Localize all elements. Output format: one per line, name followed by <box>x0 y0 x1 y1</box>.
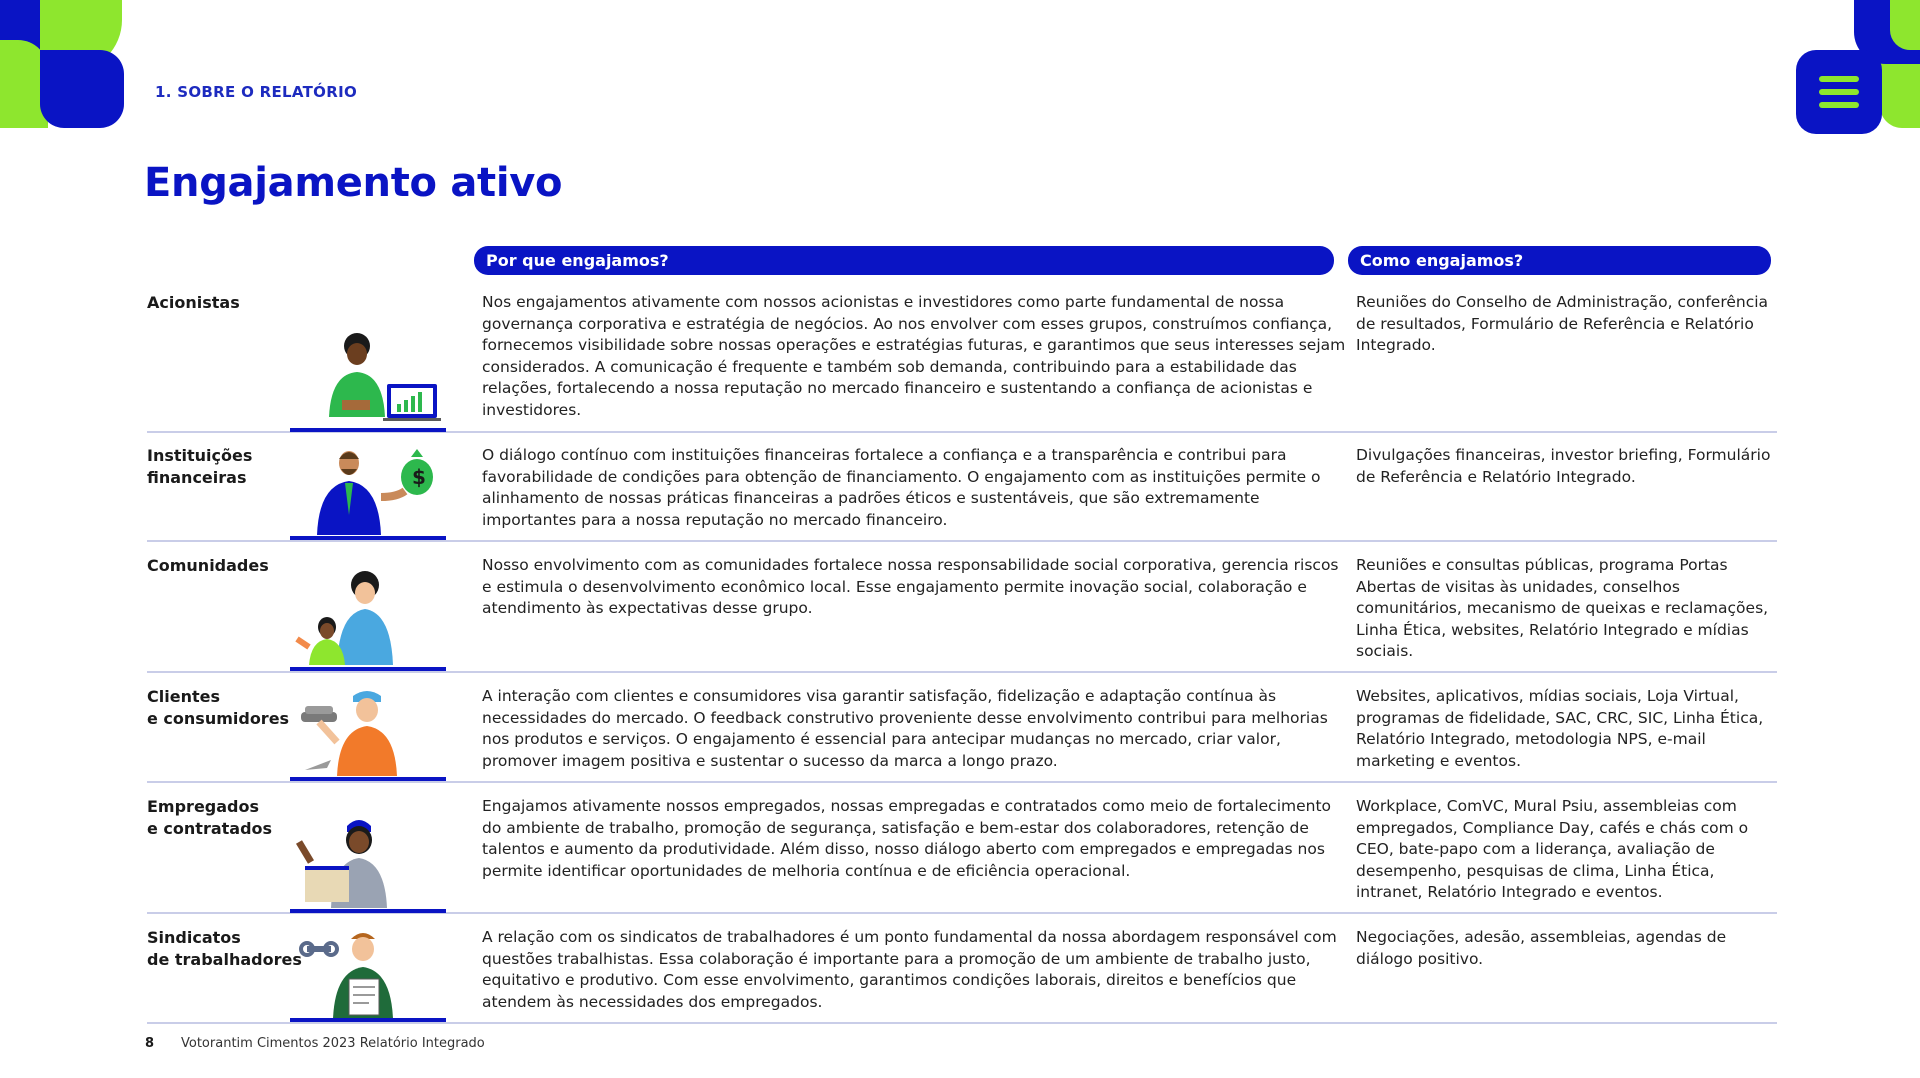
row-label: Comunidades <box>147 556 269 575</box>
section-label: 1. SOBRE O RELATÓRIO <box>155 83 358 101</box>
table-row <box>147 292 1777 433</box>
row-label: Empregados e contratados <box>147 797 273 838</box>
page-title: Engajamento ativo <box>144 160 563 206</box>
page-number: 8 <box>145 1036 155 1051</box>
hamburger-menu-icon[interactable] <box>1796 50 1882 134</box>
row-how-text: Negociações, adesão, assembleias, agendas de diálogo positivo. <box>1356 928 1727 968</box>
row-how-text: Reuniões do Conselho de Administração, conferência de resultados, Formulário de Referência e Relatório Integrado. <box>1356 293 1769 354</box>
table-row <box>147 445 1777 542</box>
row-why-text: A interação com clientes e consumidores visa garantir satisfação, fidelização e adaptação contínua às necessidades do mercado. O feedback construtivo proveniente desse envolvimento contribui para melhorias nos produtos e serviços. O engajamento é essencial para antecipar mudanças no mercado, criar valor, promover imagem positiva e sustentar o sucesso da marca a longo prazo. <box>482 687 1328 770</box>
row-how-text: Websites, aplicativos, mídias sociais, Loja Virtual, programas de fidelidade, SAC, CRC, SIC, Linha Ética, Relatório Integrado, metodologia NPS, e-mail marketing e eventos. <box>1356 687 1764 770</box>
row-why-text: Engajamos ativamente nossos empregados, nossas empregadas e contratados como meio de fortalecimento do ambiente de trabalho, promoção de segurança, satisfação e bem-estar dos colaboradores, retenção de talentos e aumento da produtividade. Além disso, nosso diálogo aberto com empregados e empregadas nos permite identificar oportunidades de melhoria contínua e de eficiência operacional. <box>482 797 1332 880</box>
illustration-base <box>290 777 446 781</box>
footer-text: Votorantim Cimentos 2023 Relatório Integrado <box>181 1036 485 1051</box>
community-illustration <box>287 569 447 669</box>
table-row <box>147 555 1777 673</box>
illustration-base <box>290 667 446 671</box>
row-why-text: Nosso envolvimento com as comunidades fortalece nossa responsabilidade social corporativa, gerencia riscos e estimula o desenvolvimento econômico local. Esse engajamento permite inovação social, colaboração e atendimento às expectativas desse grupo. <box>482 556 1339 617</box>
row-how-text: Workplace, ComVC, Mural Psiu, assembleias com empregados, Compliance Day, cafés e chás com o CEO, bate-papo com a liderança, avaliação de desempenho, pesquisas de clima, Linha Ética, intranet, Relatório Integrado e eventos. <box>1356 797 1749 901</box>
table-row <box>147 796 1777 914</box>
illustration-base <box>290 536 446 540</box>
table-row <box>147 927 1777 1024</box>
row-how-text: Reuniões e consultas públicas, programa Portas Abertas de visitas às unidades, conselhos comunitários, mecanismo de queixas e reclamações, Linha Ética, websites, Relatório Integrado e mídias sociais. <box>1356 556 1769 660</box>
row-why-text: O diálogo contínuo com instituições financeiras fortalece a confiança e a transparência e contribui para favorabilidade de condições para obtenção de financiamento. O engajamento com as instituições permite o alinhamento de nossas práticas financeiras a padrões éticos e sustentáveis, que são extremamente importantes para a nossa reputação no mercado financeiro. <box>482 446 1321 529</box>
row-why-text: Nos engajamentos ativamente com nossos acionistas e investidores como parte fundamental de nossa governança corporativa e estratégia de negócios. Ao nos envolver com esses grupos, construímos confiança, fornecemos visibilidade sobre nossas operações e estratégias futuras, e garantimos que seus interesses sejam considerados. A comunicação é frequente e também sob demanda, contribuindo para a estabilidade das relações, fortalecendo a nossa reputação no mercado financeiro e sustentando a confiança de acionistas e investidores. <box>482 293 1346 419</box>
corner-decoration-left <box>0 0 130 130</box>
table-row <box>147 686 1777 783</box>
financial-institution-illustration <box>287 445 447 541</box>
row-how-text: Divulgações financeiras, investor briefing, Formulário de Referência e Relatório Integrado. <box>1356 446 1771 486</box>
union-illustration <box>287 927 447 1023</box>
shareholder-illustration <box>287 332 447 432</box>
column-header-how: Como engajamos? <box>1348 246 1771 275</box>
row-label: Clientes e consumidores <box>147 687 290 728</box>
row-label: Acionistas <box>147 293 240 312</box>
illustration-base <box>290 1018 446 1022</box>
customer-illustration <box>287 686 447 782</box>
row-why-text: A relação com os sindicatos de trabalhadores é um ponto fundamental da nossa abordagem responsável com questões trabalhistas. Essa colaboração é importante para a promoção de um ambiente de trabalho justo, equitativo e produtivo. Com esse envolvimento, garantimos condições laborais, direitos e benefícios que atendem às necessidades dos empregados. <box>482 928 1337 1011</box>
illustration-base <box>290 428 446 432</box>
employee-illustration <box>287 812 447 912</box>
illustration-base <box>290 909 446 913</box>
row-label: Instituições financeiras <box>147 446 253 487</box>
column-header-why: Por que engajamos? <box>474 246 1334 275</box>
row-label: Sindicatos de trabalhadores <box>147 928 302 969</box>
svg-text:$: $ <box>412 465 426 489</box>
